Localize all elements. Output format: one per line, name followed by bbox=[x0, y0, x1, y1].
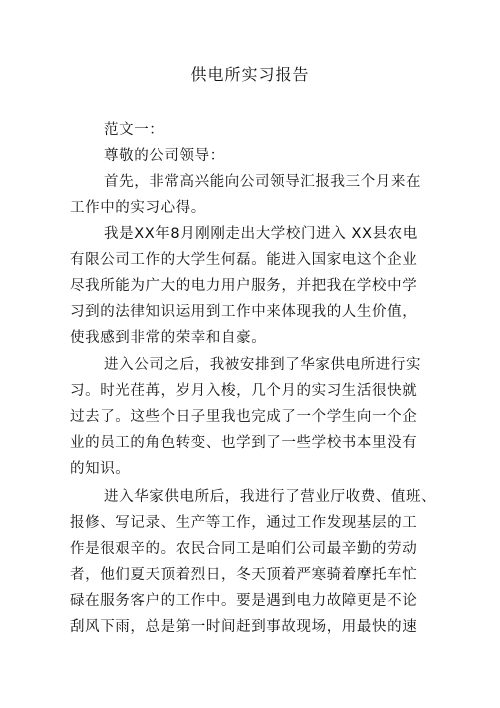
text-line: 作是很艰辛的。农民合同工是咱们公司最辛勤的劳动 bbox=[70, 541, 418, 557]
text-line: 尊敬的公司领导： bbox=[104, 148, 225, 164]
text-line: 范文一： bbox=[104, 122, 165, 138]
text-line: 进入华家供电所后，我进行了营业厅收费、值班、 bbox=[104, 489, 437, 505]
text-line: 过去了。这些个日子里我也完成了一个学生向一个企 bbox=[70, 409, 418, 425]
text-line: 尽我所能为广大的电力用户服务，并把我在学校中学 bbox=[70, 278, 418, 294]
text-line: 进入公司之后，我被安排到了华家供电所进行实 bbox=[104, 357, 422, 373]
text-line: 有限公司工作的大学生何磊。能进入国家电这个企业 bbox=[70, 252, 418, 268]
text-line: 报修、写记录、生产等工作，通过工作发现基层的工 bbox=[70, 515, 418, 531]
text-line: 首先，非常高兴能向公司领导汇报我三个月来在 bbox=[104, 174, 422, 190]
text-line: 工作中的实习心得。 bbox=[70, 200, 206, 216]
text-line: 的知识。 bbox=[70, 461, 131, 477]
text-line: 者，他们夏天顶着烈日，冬天顶着严寒骑着摩托车忙 bbox=[70, 567, 418, 583]
text-line: 我是XX年8月刚刚走出大学校门进入 XX县农电 bbox=[104, 226, 418, 242]
text-line: 习到的法律知识运用到工作中来体现我的人生价值， bbox=[70, 304, 418, 320]
text-line: 业的员工的角色转变、也学到了一些学校书本里没有 bbox=[70, 435, 418, 451]
document-title: 供电所实习报告 bbox=[190, 65, 310, 84]
text-line: 习。时光荏苒，岁月入梭，几个月的实习生活很快就 bbox=[70, 383, 418, 399]
text-line: 使我感到非常的荣幸和自豪。 bbox=[70, 330, 267, 346]
text-line: 碌在服务客户的工作中。要是遇到电力故障更是不论 bbox=[70, 593, 418, 609]
text-line: 刮风下雨，总是第一时间赶到事故现场，用最快的速 bbox=[70, 619, 418, 635]
